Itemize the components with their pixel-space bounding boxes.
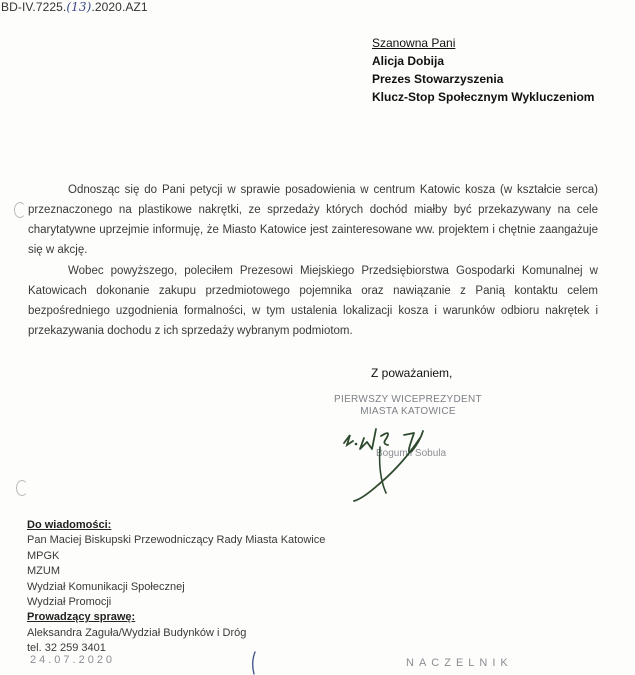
closing: Z poważaniem,	[371, 366, 453, 380]
bottom-department-stamp: NACZELNIK	[406, 657, 513, 669]
stamp-title: PIERWSZY WICEPREZYDENT	[334, 394, 482, 405]
stamp-city: MIASTA KATOWICE	[360, 406, 456, 417]
handler-name: Aleksandra Zaguła/Wydział Budynków i Dróg	[27, 626, 247, 639]
cc-recipient: Pan Maciej Biskupski Przewodniczący Rady Miasta Katowice	[27, 534, 326, 547]
body-paragraph-2: Wobec powyższego, poleciłem Prezesowi Miejskiego Przedsiębiorstwa Gospodarki Komunalnej w Katowicach dokonanie zakupu przedmiotowego pojemnika oraz nawiązanie z Panią kontaktu celem bezpośredniego uzgodnienia formalności, w tym ustalenia lokalizacji kosza i warunków odbioru nakrętek i przekazywania dochodu z ich sprzedaży wybranym podmiotom.	[28, 265, 598, 337]
cc-heading: Do wiadomości:	[27, 519, 112, 531]
cc-recipient: Wydział Promocji	[27, 596, 112, 609]
reference-number	[1, 0, 148, 14]
handwritten-signature	[320, 405, 470, 505]
cc-recipient: MZUM	[27, 565, 60, 578]
body-paragraph-1: Odnosząc się do Pani petycji w sprawie posadowienia w centrum Katowic kosza (w kształcie serca) przeznaczonego na plastikowe nakrętki, ze sprzedaży których dochód miałby być przekazywany na cele charytatywne uprzejmie informuję, że Miasto Katowice jest zainteresowane ww. projektem i chętnie zaangażuje się w akcję.	[28, 184, 598, 256]
stamp-signatory-name: Bogumił Sobula	[376, 448, 447, 459]
addressee-name: Alicja Dobija	[372, 54, 445, 68]
salutation: Szanowna Pani	[372, 36, 456, 50]
reference-prefix: BD-IV.7225.	[1, 0, 67, 14]
handler-phone: tel. 32 259 3401	[27, 642, 106, 655]
bottom-date-stamp: 24.07.2020	[30, 654, 116, 666]
bottom-ink-stroke	[245, 650, 265, 675]
handler-heading: Prowadzący sprawę:	[27, 611, 136, 624]
addressee-position: Prezes Stowarzyszenia	[372, 72, 504, 86]
cc-recipient: Wydział Komunikacji Społecznej	[27, 580, 185, 593]
punch-hole-mark	[14, 202, 26, 218]
cc-recipient: MPGK	[27, 549, 60, 562]
reference-suffix: .2020.AZ1	[91, 0, 148, 14]
distribution-list	[27, 518, 325, 657]
reference-handwritten-number: (13)	[66, 0, 92, 14]
addressee-organization: Klucz-Stop Społecznym Wykluczeniom	[372, 90, 595, 104]
punch-hole-mark	[16, 480, 28, 496]
addressee-block	[372, 34, 594, 106]
